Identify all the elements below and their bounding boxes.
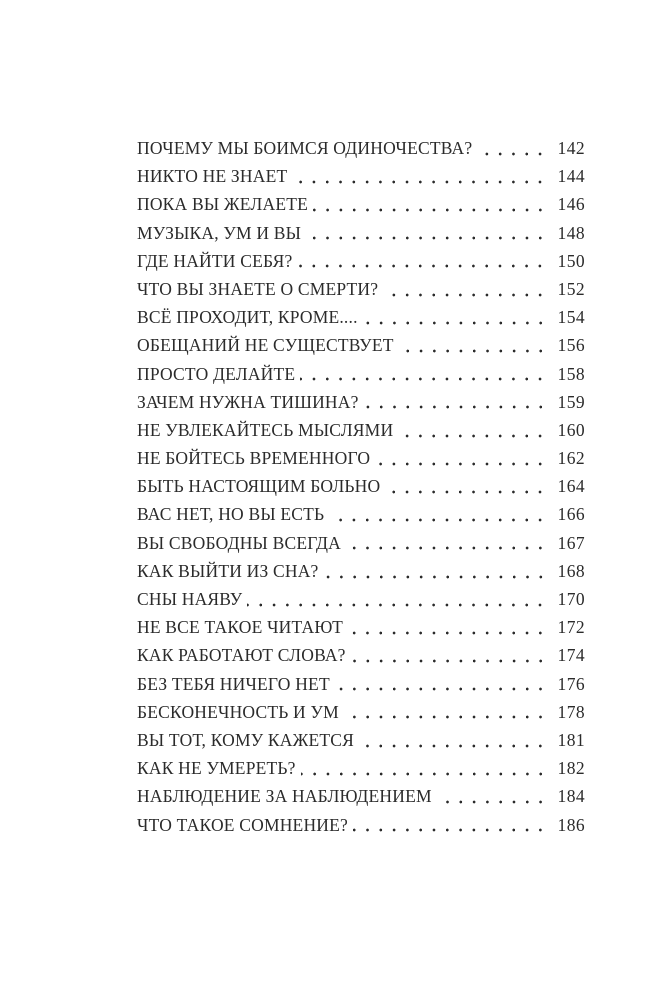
toc-entry-title: ЧТО ВЫ ЗНАЕТЕ О СМЕРТИ? <box>137 278 379 299</box>
toc-entry <box>137 247 585 275</box>
toc-entry-title: БЕЗ ТЕБЯ НИЧЕГО НЕТ <box>137 673 330 694</box>
toc-entry-title: ПРОСТО ДЕЛАЙТЕ <box>137 363 296 384</box>
toc-entry-title: ЗАЧЕМ НУЖНА ТИШИНА? <box>137 391 359 412</box>
toc-entry <box>137 331 585 359</box>
dot-leader <box>385 472 548 500</box>
toc-entry <box>137 472 585 500</box>
toc-entry <box>137 641 585 669</box>
toc-entry-page-number: 164 <box>557 476 585 497</box>
toc-entry <box>137 726 585 754</box>
toc-entry-title: МУЗЫКА, УМ И ВЫ <box>137 222 302 243</box>
toc-entry <box>137 134 585 162</box>
toc-entry-page-number: 152 <box>557 278 585 299</box>
toc-entry-page-number: 158 <box>557 363 585 384</box>
toc-entry-page-number: 159 <box>557 391 585 412</box>
toc-entry-page-number: 160 <box>557 419 585 440</box>
toc-entry-title: НАБЛЮДЕНИЕ ЗА НАБЛЮДЕНИЕМ <box>137 786 432 807</box>
toc-entry-title: НИКТО НЕ ЗНАЕТ <box>137 166 288 187</box>
toc-entry-page-number: 146 <box>557 194 585 215</box>
toc-entry-title: ЧТО ТАКОЕ СОМНЕНИЕ? <box>137 814 348 835</box>
toc-entry-page-number: 167 <box>557 532 585 553</box>
toc-entry-page-number: 172 <box>557 617 585 638</box>
toc-entry-title: БЕСКОНЕЧНОСТЬ И УМ <box>137 701 339 722</box>
toc-entry-page-number: 181 <box>557 729 585 750</box>
toc-entry-title: ВЫ ТОТ, КОМУ КАЖЕТСЯ <box>137 729 355 750</box>
toc-entry-page-number: 150 <box>557 250 585 271</box>
toc-entry <box>137 613 585 641</box>
toc-entry <box>137 190 585 218</box>
dot-leader <box>300 360 548 388</box>
dot-leader <box>359 726 548 754</box>
toc-entry <box>137 360 585 388</box>
table-of-contents <box>137 134 585 839</box>
dot-leader <box>335 670 548 698</box>
toc-entry <box>137 670 585 698</box>
toc-entry-title: ПОКА ВЫ ЖЕЛАЕТЕ <box>137 194 308 215</box>
toc-entry <box>137 782 585 810</box>
dot-leader <box>363 303 548 331</box>
toc-entry <box>137 529 585 557</box>
toc-entry <box>137 500 585 528</box>
toc-entry-page-number: 176 <box>557 673 585 694</box>
toc-entry-page-number: 154 <box>557 307 585 328</box>
dot-leader <box>344 698 548 726</box>
toc-entry-title: ОБЕЩАНИЙ НЕ СУЩЕСТВУЕТ <box>137 335 394 356</box>
dot-leader <box>353 811 548 839</box>
toc-entry-title: ПОЧЕМУ МЫ БОИМСЯ ОДИНОЧЕСТВА? <box>137 138 473 158</box>
toc-entry <box>137 219 585 247</box>
toc-entry-title: ВЫ СВОБОДНЫ ВСЕГДА <box>137 532 341 553</box>
dot-leader <box>375 444 548 472</box>
dot-leader <box>324 557 548 585</box>
toc-entry-title: НЕ УВЛЕКАЙТЕСЬ МЫСЛЯМИ <box>137 419 394 440</box>
dot-leader <box>329 500 548 528</box>
toc-entry-page-number: 182 <box>557 758 585 779</box>
toc-entry <box>137 162 585 190</box>
dot-leader <box>364 388 548 416</box>
toc-entry <box>137 698 585 726</box>
dot-leader <box>398 416 548 444</box>
toc-entry-page-number: 148 <box>557 222 585 243</box>
toc-entry-title: ВСЁ ПРОХОДИТ, КРОМЕ.... <box>137 307 358 328</box>
toc-entry <box>137 754 585 782</box>
toc-entry <box>137 388 585 416</box>
dot-leader <box>292 162 548 190</box>
toc-entry-page-number: 178 <box>557 701 585 722</box>
dot-leader <box>346 529 548 557</box>
toc-entry <box>137 416 585 444</box>
toc-entry-page-number: 166 <box>557 504 585 525</box>
dot-leader <box>383 275 548 303</box>
toc-entry-page-number: 144 <box>557 166 585 187</box>
toc-entry <box>137 557 585 585</box>
toc-entry-page-number: 168 <box>557 560 585 581</box>
toc-entry <box>137 585 585 613</box>
toc-entry-page-number: 162 <box>557 448 585 469</box>
dot-leader <box>399 331 548 359</box>
toc-entry-title: ВАС НЕТ, НО ВЫ ЕСТЬ <box>137 504 325 525</box>
dot-leader <box>301 754 548 782</box>
toc-entry-title: КАК НЕ УМЕРЕТЬ? <box>137 758 296 779</box>
toc-entry-page-number: 184 <box>557 786 585 807</box>
toc-entry-page-number: 174 <box>557 645 585 666</box>
dot-leader <box>306 219 548 247</box>
toc-entry-page-number: 170 <box>557 589 585 609</box>
toc-entry-title: ГДЕ НАЙТИ СЕБЯ? <box>137 250 293 271</box>
toc-entry-title: КАК РАБОТАЮТ СЛОВА? <box>137 645 346 666</box>
toc-entry-title: НЕ БОЙТЕСЬ ВРЕМЕННОГО <box>137 448 371 469</box>
dot-leader <box>437 782 548 810</box>
toc-entry <box>137 811 585 839</box>
toc-entry-title: СНЫ НАЯВУ <box>137 589 243 609</box>
dot-leader <box>351 641 548 669</box>
toc-entry <box>137 444 585 472</box>
dot-leader <box>477 134 548 162</box>
dot-leader <box>348 613 548 641</box>
toc-entry-title: БЫТЬ НАСТОЯЩИМ БОЛЬНО <box>137 476 381 497</box>
toc-entry-title: НЕ ВСЕ ТАКОЕ ЧИТАЮТ <box>137 617 344 638</box>
dot-leader <box>297 247 548 275</box>
dot-leader <box>313 190 548 218</box>
toc-entry-title: КАК ВЫЙТИ ИЗ СНА? <box>137 560 319 581</box>
toc-entry-page-number: 142 <box>557 138 585 158</box>
toc-entry-page-number: 156 <box>557 335 585 356</box>
toc-entry <box>137 275 585 303</box>
toc-entry <box>137 303 585 331</box>
dot-leader <box>247 585 548 613</box>
toc-entry-page-number: 186 <box>557 814 585 835</box>
